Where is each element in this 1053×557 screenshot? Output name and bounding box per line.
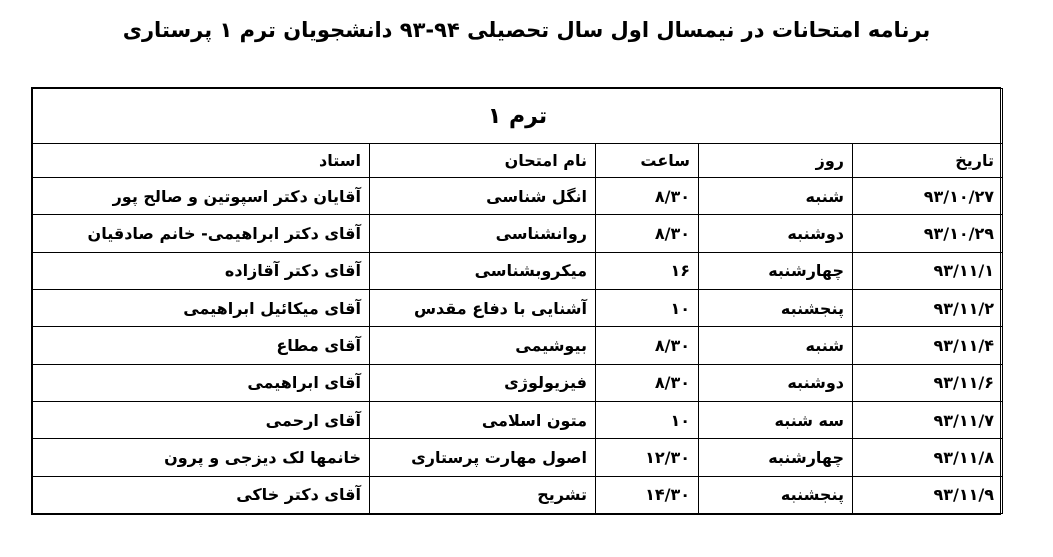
schedule-body xyxy=(33,178,1003,514)
header-row xyxy=(33,144,1003,178)
term-row xyxy=(33,89,1003,144)
date-cell: ۹۳/۱۰/۲۹ xyxy=(853,215,1003,252)
time-cell: ۸/۳۰ xyxy=(596,364,699,401)
day-cell: شنبه xyxy=(699,178,853,215)
day-cell: چهارشنبه xyxy=(699,439,853,476)
table-row xyxy=(33,439,1003,476)
professor-cell: آقایان دکتر اسپوتین و صالح پور xyxy=(33,178,370,215)
professor-cell: آقای دکتر ابراهیمی- خانم صادقیان xyxy=(33,215,370,252)
exam-name-cell: فیزیولوژی xyxy=(370,364,596,401)
exam-name-cell: روانشناسی xyxy=(370,215,596,252)
day-cell: سه شنبه xyxy=(699,401,853,438)
date-cell: ۹۳/۱۱/۹ xyxy=(853,476,1003,513)
professor-cell: آقای ارحمی xyxy=(33,401,370,438)
time-cell: ۸/۳۰ xyxy=(596,178,699,215)
professor-cell: آقای دکتر خاکی xyxy=(33,476,370,513)
time-cell: ۸/۳۰ xyxy=(596,215,699,252)
date-cell: ۹۳/۱۱/۲ xyxy=(853,289,1003,326)
date-cell: ۹۳/۱۱/۷ xyxy=(853,401,1003,438)
exam-name-cell: اصول مهارت پرستاری xyxy=(370,439,596,476)
term-label: ترم ۱ xyxy=(33,89,1003,144)
exam-schedule-table xyxy=(32,88,1003,514)
page-title: برنامه امتحانات در نیمسال اول سال تحصیلی ۹۴-۹۳ دانشجویان ترم ۱ پرستاری xyxy=(122,18,931,42)
professor-cell: خانمها لک دیزجی و پرون xyxy=(33,439,370,476)
professor-cell: آقای مطاع xyxy=(33,327,370,364)
date-cell: ۹۳/۱۱/۸ xyxy=(853,439,1003,476)
exam-name-cell: متون اسلامی xyxy=(370,401,596,438)
table-row xyxy=(33,401,1003,438)
time-cell: ۱۰ xyxy=(596,401,699,438)
day-cell: پنجشنبه xyxy=(699,476,853,513)
table-row xyxy=(33,178,1003,215)
exam-name-cell: میکروبشناسی xyxy=(370,252,596,289)
day-cell: شنبه xyxy=(699,327,853,364)
day-cell: پنجشنبه xyxy=(699,289,853,326)
time-cell: ۱۶ xyxy=(596,252,699,289)
table-row xyxy=(33,476,1003,513)
time-cell: ۱۰ xyxy=(596,289,699,326)
date-cell: ۹۳/۱۱/۴ xyxy=(853,327,1003,364)
time-cell: ۱۴/۳۰ xyxy=(596,476,699,513)
time-cell: ۸/۳۰ xyxy=(596,327,699,364)
table-row xyxy=(33,327,1003,364)
table-row xyxy=(33,364,1003,401)
table-row xyxy=(33,252,1003,289)
exam-name-cell: تشریح xyxy=(370,476,596,513)
day-cell: دوشنبه xyxy=(699,215,853,252)
date-cell: ۹۳/۱۰/۲۷ xyxy=(853,178,1003,215)
header-time: ساعت xyxy=(596,144,699,178)
exam-schedule-frame xyxy=(31,87,1001,515)
professor-cell: آقای میکائیل ابراهیمی xyxy=(33,289,370,326)
header-exam: نام امتحان xyxy=(370,144,596,178)
table-row xyxy=(33,215,1003,252)
header-professor: استاد xyxy=(33,144,370,178)
professor-cell: آقای دکتر آقازاده xyxy=(33,252,370,289)
professor-cell: آقای ابراهیمی xyxy=(33,364,370,401)
day-cell: دوشنبه xyxy=(699,364,853,401)
day-cell: چهارشنبه xyxy=(699,252,853,289)
date-cell: ۹۳/۱۱/۶ xyxy=(853,364,1003,401)
header-date: تاریخ xyxy=(853,144,1003,178)
header-day: روز xyxy=(699,144,853,178)
exam-name-cell: آشنایی با دفاع مقدس xyxy=(370,289,596,326)
exam-name-cell: بیوشیمی xyxy=(370,327,596,364)
exam-name-cell: انگل شناسی xyxy=(370,178,596,215)
table-row xyxy=(33,289,1003,326)
time-cell: ۱۲/۳۰ xyxy=(596,439,699,476)
date-cell: ۹۳/۱۱/۱ xyxy=(853,252,1003,289)
